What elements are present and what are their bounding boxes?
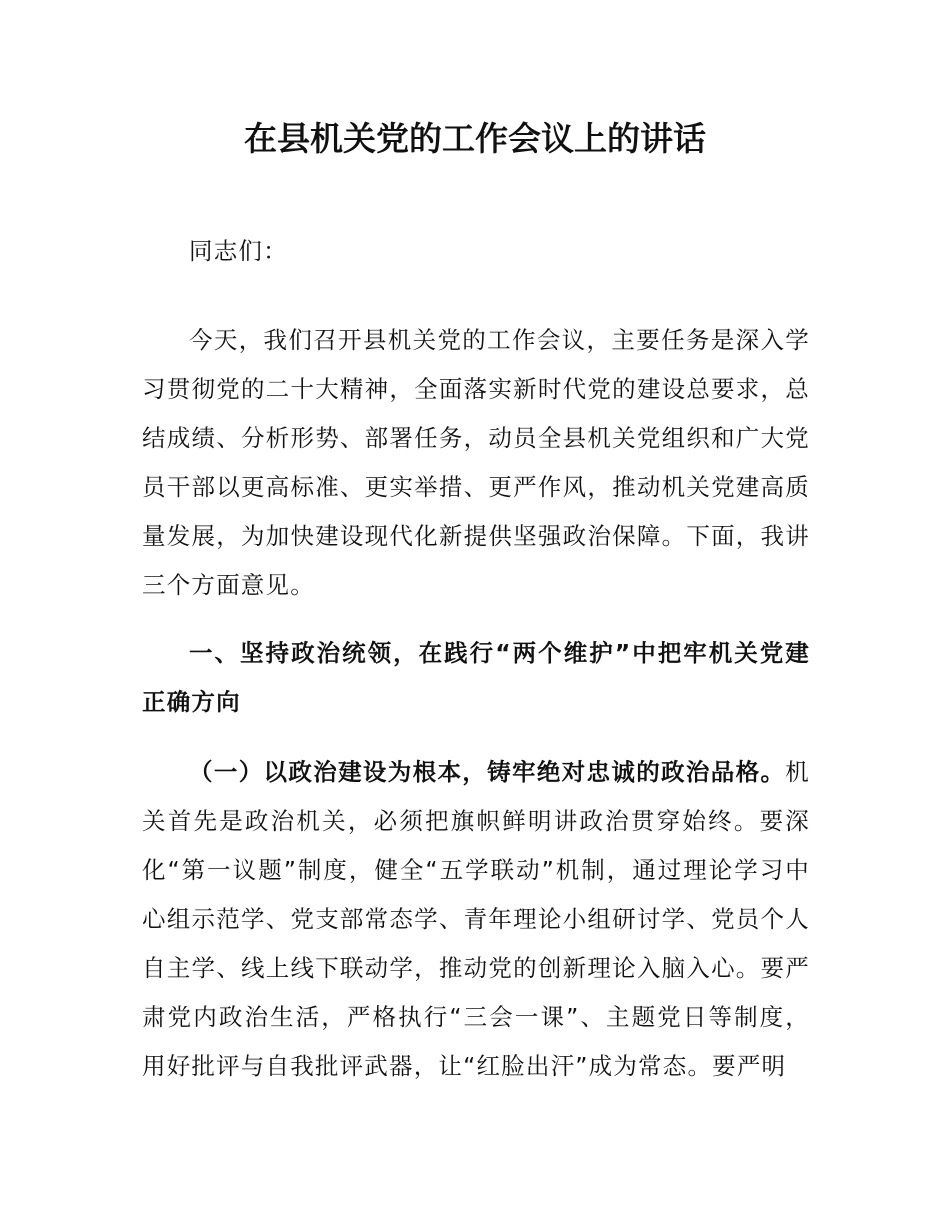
subsection-lead: （一）以政治建设为根本，铸牢绝对忠诚的政治品格。 [189,758,786,786]
subsection-body: 机关首先是政治机关，必须把旗帜鲜明讲政治贯穿始终。要深化“第一议题”制度，健全“五学联动”机制，通过理论学习中心组示范学、党支部常态学、青年理论小组研讨学、党员个人自主学、线上线下联动学，推动党的创新理论入脑入心。要严肃党内政治生活，严格执行“三会一课”、主题党日等制度，用好批评与自我批评武器，让“红脸出汗”成为常态。要严明 [142,758,810,1080]
salutation: 同志们： [189,237,288,265]
section-heading-1: 一、坚持政治统领，在践行“两个维护”中把牢机关党建正确方向 [142,639,810,716]
opening-paragraph: 今天，我们召开县机关党的工作会议，主要任务是深入学习贯彻党的二十大精神，全面落实新时代党的建设总要求，总结成绩、分析形势、部署任务，动员全县机关党组织和广大党员干部以更高标准、更实举措、更严作风，推动机关党建高质量发展，为加快建设现代化新提供坚强政治保障。下面，我讲三个方面意见。 [142,326,810,599]
subsection-paragraph-1 [142,748,810,1091]
document-title: 在县机关党的工作会议上的讲话 [244,119,706,158]
